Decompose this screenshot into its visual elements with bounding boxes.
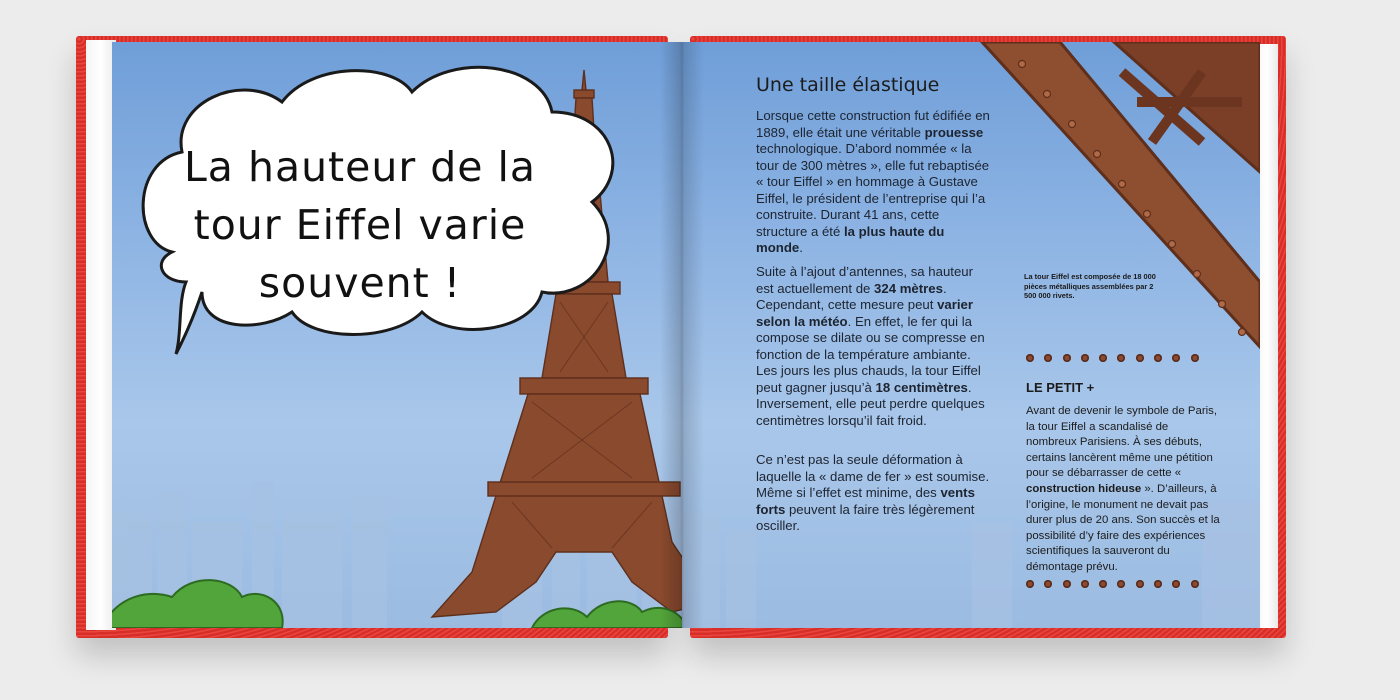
bubble-line-1: La hauteur de la [183,143,537,191]
dot-divider-top [1026,354,1199,362]
p2-text-g: . Inversement, elle peut perdre quelques centimètres lorsqu’il fait froid. [756,379,985,428]
p3-text-a: Ce n’est pas la seule déformation à laquelle la « dame de fer » est soumise. Même si l’effet est minime, des [756,452,990,500]
p3-text-c: peuvent la faire très légèrement osciller. [756,501,975,533]
sidebar-title: LE PETIT + [1026,380,1095,395]
p1-text-e: . [799,240,803,255]
left-page-illustration [112,42,682,628]
p2-text-a: Suite à l’ajout d’antennes, sa hauteur est actuellement de [756,264,974,296]
p3-bold-b: vents forts [756,485,975,517]
p2-text-e: . En effet, le fer qui la compose se dilate ou se compresse en fonction de la température ambiante. Les jours les plus chauds, la tour Eiffel peut gagner jusqu’à [756,313,985,395]
p2-bold-b: 324 mètres [874,280,943,296]
article-title: Une taille élastique [756,74,940,96]
p1-bold-b: prouesse [924,124,984,140]
p1-bold-d: la plus haute du monde [756,223,945,255]
p1-text-a: Lorsque cette construction fut édifiée en 1889, elle était une véritable [756,108,990,140]
p2-bold-d: varier selon la météo [756,297,974,329]
paragraph-1 [756,108,992,257]
book-gutter [660,42,704,628]
p1-text-c: technologique. D’abord nommée « la tour de 300 mètres », elle fut rebaptisée « tour Eiffel » en hommage à Gustave Eiffel, le président de l’entreprise qui l’a construite. Durant 41 ans, cette structure a été [756,141,990,239]
left-page [112,42,682,628]
sidebar-text-a: Avant de devenir le symbole de Paris, la tour Eiffel a scandalisé de nombreux Parisiens. À ses débuts, certains lancèrent même une pétition pour se débarrasser de cette « [1026,405,1218,480]
bubble-line-3: souvent ! [258,259,462,307]
sidebar-text-c: ». D’ailleurs, à l’origine, le monument ne devait pas durer plus de 20 ans. Son succès et la possibilité d’y faire des expériences scientifiques la sauveront du démontage prévu. [1026,482,1220,573]
sidebar-bold-b: construction hideuse [1026,482,1142,495]
paragraph-2 [756,264,992,429]
tower-girder-closeup [982,42,1260,347]
sidebar-text [1026,404,1222,576]
p2-bold-f: 18 centimètres [875,379,968,395]
dot-divider-bottom [1026,580,1199,588]
thought-bubble-text [160,138,560,312]
paragraph-3 [756,452,992,535]
p2-text-c: . Cependant, cette mesure peut [756,280,947,312]
image-caption: La tour Eiffel est composée de 18 000 pièces métalliques assemblées par 2 500 000 rivets. [1024,272,1156,301]
bubble-line-2: tour Eiffel varie [193,201,527,249]
